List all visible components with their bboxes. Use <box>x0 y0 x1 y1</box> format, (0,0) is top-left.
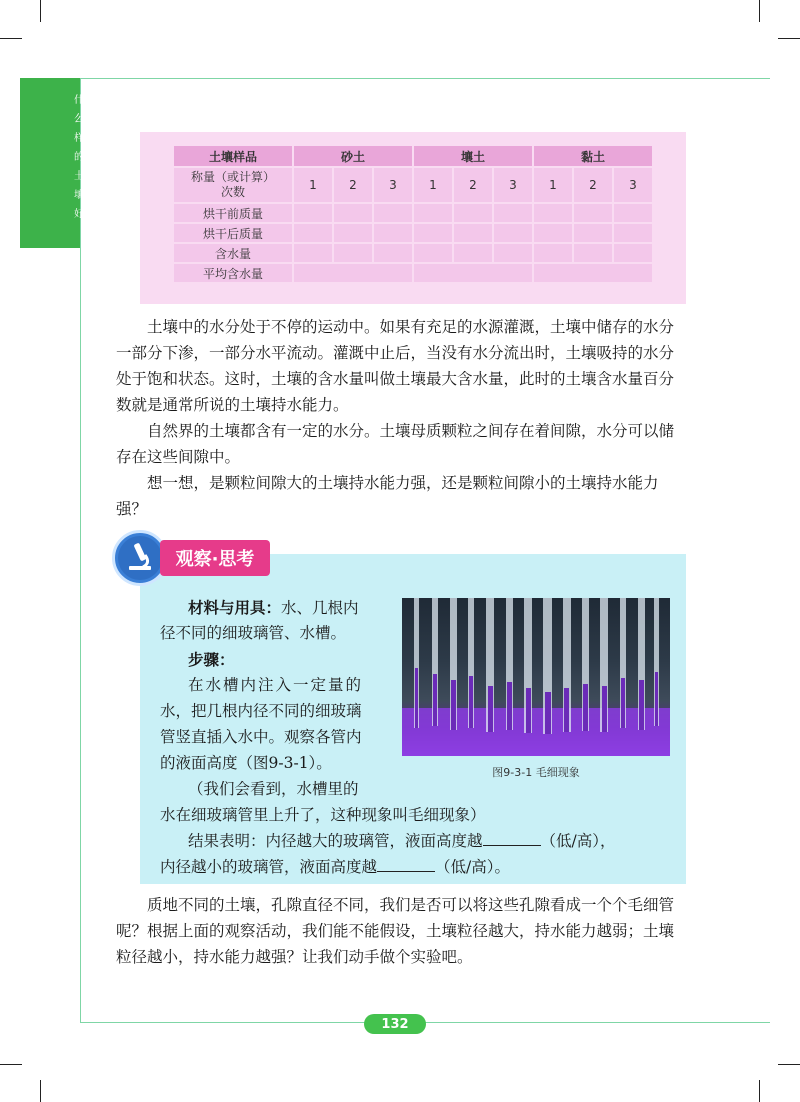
result-text: （低/高）。 <box>435 858 510 876</box>
steps-line: 在水槽内注入一定量的 <box>188 676 364 694</box>
table-cell <box>294 264 412 282</box>
table-cell <box>614 204 652 222</box>
table-row-label: 平均含水量 <box>174 264 292 282</box>
table-cell <box>414 224 452 242</box>
table-cell <box>334 204 372 222</box>
soil-water-table <box>172 144 654 284</box>
side-char: 样 <box>74 133 84 144</box>
steps-line: 水，把几根内径不同的细玻璃 <box>160 702 362 720</box>
note-line: （我们会看到，水槽里的 <box>188 780 359 798</box>
count-label-line: 称量（或计算） <box>190 170 275 184</box>
table-header-sand: 砂土 <box>294 146 412 166</box>
table-cell <box>334 244 372 262</box>
answer-blank[interactable] <box>483 829 541 846</box>
result-line <box>188 828 616 855</box>
table-cell <box>294 224 332 242</box>
soil-table-panel <box>140 132 686 304</box>
table-header-loam: 壤土 <box>414 146 532 166</box>
capillary-photo <box>402 598 670 756</box>
table-cell <box>294 204 332 222</box>
table-count-cell: 2 <box>334 168 372 202</box>
banner-label: 观察·思考 <box>175 549 255 570</box>
chapter-side-title <box>72 96 86 220</box>
table-cell <box>294 244 332 262</box>
table-cell <box>534 224 572 242</box>
table-cell <box>494 204 532 222</box>
table-cell <box>574 244 612 262</box>
table-count-cell: 2 <box>454 168 492 202</box>
chapter-side-tab <box>20 78 84 248</box>
paragraph: 想一想，是颗粒间隙大的土壤持水能力强，还是颗粒间隙小的土壤持水能力强？ <box>116 474 659 518</box>
result-text: 内径越小的玻璃管，液面高度越 <box>160 858 378 876</box>
table-cell <box>414 264 532 282</box>
page-number: 132 <box>381 1016 409 1032</box>
table-header-sample: 土壤样品 <box>174 146 292 166</box>
table-cell <box>574 224 612 242</box>
materials-label: 材料与用具： <box>188 598 282 617</box>
table-header-clay: 黏土 <box>534 146 652 166</box>
table-cell <box>494 244 532 262</box>
crop-mark <box>0 38 22 39</box>
table-count-cell: 1 <box>294 168 332 202</box>
table-count-label <box>174 168 292 202</box>
table-count-cell: 3 <box>614 168 652 202</box>
table-count-cell: 3 <box>494 168 532 202</box>
note-line: 水在细玻璃管里上升了，这种现象叫毛细现象） <box>160 806 486 824</box>
table-cell <box>574 204 612 222</box>
crop-mark <box>759 0 760 22</box>
steps-line: 管竖直插入水中。观察各管内 <box>160 728 362 746</box>
capillary-tubes-illustration <box>402 598 670 756</box>
side-char: 的 <box>74 152 84 163</box>
crop-mark <box>0 1064 22 1065</box>
table-cell <box>374 244 412 262</box>
page-frame-top <box>80 78 770 79</box>
materials-text: 水、几根内 <box>281 599 359 617</box>
materials-line <box>188 594 359 622</box>
side-char: 壤 <box>74 190 84 201</box>
table-row-label: 烘干后质量 <box>174 224 292 242</box>
crop-mark <box>778 38 800 39</box>
result-line <box>160 854 510 881</box>
page-number-badge <box>364 1014 426 1034</box>
banner-label-box <box>160 540 270 576</box>
table-cell <box>414 204 452 222</box>
figure-caption: 图9-3-1 毛细现象 <box>492 766 580 779</box>
table-count-cell: 1 <box>414 168 452 202</box>
materials-line: 径不同的细玻璃管、水槽。 <box>160 624 347 642</box>
side-char: 什 <box>74 95 84 106</box>
table-row-label: 含水量 <box>174 244 292 262</box>
table-cell <box>414 244 452 262</box>
table-cell <box>534 244 572 262</box>
table-cell <box>614 244 652 262</box>
table-count-cell: 3 <box>374 168 412 202</box>
table-cell <box>454 204 492 222</box>
table-cell <box>454 224 492 242</box>
table-cell <box>614 224 652 242</box>
table-cell <box>334 224 372 242</box>
paragraph: 质地不同的土壤，孔隙直径不同，我们是否可以将这些孔隙看成一个个毛细管呢？根据上面的观察活动，我们能不能假设，土壤粒径越大，持水能力越弱；土壤粒径越小，持水能力越强？让我们动手做个实验吧。 <box>116 896 675 966</box>
crop-mark <box>40 0 41 22</box>
answer-blank[interactable] <box>377 855 435 872</box>
crop-mark <box>40 1080 41 1102</box>
table-count-cell: 2 <box>574 168 612 202</box>
side-char: 好 <box>74 209 84 220</box>
steps-line: 的液面高度（图9-3-1）。 <box>160 754 332 772</box>
side-char: 么 <box>74 114 84 125</box>
crop-mark <box>759 1080 760 1102</box>
side-char: 土 <box>74 171 84 182</box>
observe-think-banner <box>112 530 272 588</box>
table-cell <box>454 244 492 262</box>
paragraph: 自然界的土壤都含有一定的水分。土壤母质颗粒之间存在着间隙，水分可以储存在这些间隙中。 <box>116 422 675 466</box>
count-label-line: 次数 <box>220 185 245 199</box>
crop-mark <box>778 1064 800 1065</box>
table-cell <box>374 204 412 222</box>
table-cell <box>494 224 532 242</box>
table-cell <box>534 204 572 222</box>
result-text: 结果表明：内径越大的玻璃管，液面高度越 <box>188 832 483 850</box>
table-cell <box>534 264 652 282</box>
table-count-cell: 1 <box>534 168 572 202</box>
paragraph: 土壤中的水分处于不停的运动中。如果有充足的水源灌溉，土壤中储存的水分一部分下渗，一部分水平流动。灌溉中止后，当没有水分流出时，土壤吸持的水分处于饱和状态。这时，土壤的含水量叫做土壤最大含水量，此时的土壤含水量百分数就是通常所说的土壤持水能力。 <box>116 318 675 414</box>
table-row-label: 烘干前质量 <box>174 204 292 222</box>
table-cell <box>374 224 412 242</box>
steps-label: 步骤： <box>188 650 235 669</box>
result-text: （低/高）， <box>540 832 616 850</box>
